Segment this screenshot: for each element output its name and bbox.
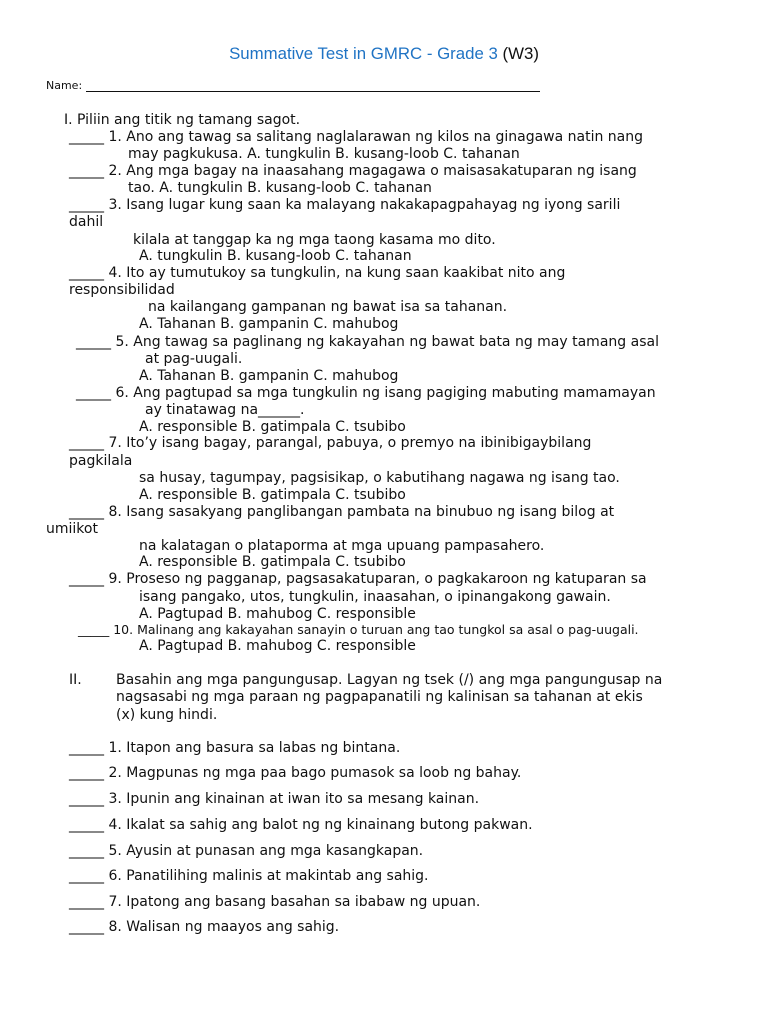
statement-5: _____ 5. Ayusin at punasan ang mga kasangkapan. [69, 843, 424, 859]
name-field[interactable] [86, 91, 540, 92]
choices-2: tao. A. tungkulin B. kusang-loob C. tahanan [128, 180, 432, 196]
choices-6: A. responsible B. gatimpala C. tsubibo [139, 419, 406, 435]
statement-6: _____ 6. Panatilihing malinis at makintab ang sahig. [69, 868, 429, 884]
choices-9: A. Pagtupad B. mahubog C. responsible [139, 606, 416, 622]
question-4-cont: na kailangang gampanan ng bawat isa sa tahanan. [148, 299, 508, 315]
choices-8: A. responsible B. gatimpala C. tsubibo [139, 554, 406, 570]
question-5-cont: at pag-uugali. [145, 351, 243, 367]
question-9: _____ 9. Proseso ng pagganap, pagsasakatuparan, o pagkakaroon ng katuparan sa [69, 571, 647, 587]
question-10: _____ 10. Malinang ang kakayahan sanayin o turuan ang tao tungkol sa asal o pag-uugali. [78, 622, 639, 637]
part2-instruction-3: (x) kung hindi. [116, 707, 218, 723]
statement-8: _____ 8. Walisan ng maayos ang sahig. [69, 919, 340, 935]
statement-7: _____ 7. Ipatong ang basang basahan sa ibabaw ng upuan. [69, 894, 481, 910]
choices-10: A. Pagtupad B. mahubog C. responsible [139, 638, 416, 654]
question-2: _____ 2. Ang mga bagay na inaasahang magagawa o maisasakatuparan ng isang [69, 163, 637, 179]
choices-7: A. responsible B. gatimpala C. tsubibo [139, 487, 406, 503]
question-8-wrap: umiikot [46, 521, 98, 537]
question-8-cont: na kalatagan o plataporma at mga upuang pampasahero. [139, 538, 545, 554]
page-title [0, 46, 768, 63]
question-3-wrap: dahil [69, 214, 104, 230]
part1-instruction: I. Piliin ang titik ng tamang sagot. [64, 112, 301, 128]
question-6: _____ 6. Ang pagtupad sa mga tungkulin ng isang pagiging mabuting mamamayan [76, 385, 656, 401]
title-main: Summative Test in GMRC - Grade 3 [229, 44, 498, 63]
question-5: _____ 5. Ang tawag sa paglinang ng kakayahan ng bawat bata ng may tamang asal [76, 334, 659, 350]
title-suffix: (W3) [502, 44, 539, 63]
question-3-cont: kilala at tanggap ka ng mga taong kasama mo dito. [133, 232, 496, 248]
question-1: _____ 1. Ano ang tawag sa salitang naglalarawan ng kilos na ginagawa natin nang [69, 129, 644, 145]
statement-3: _____ 3. Ipunin ang kinainan at iwan ito sa mesang kainan. [69, 791, 480, 807]
statement-2: _____ 2. Magpunas ng mga paa bago pumasok sa loob ng bahay. [69, 765, 522, 781]
choices-3: A. tungkulin B. kusang-loob C. tahanan [139, 248, 412, 264]
part2-numeral: II. [69, 672, 82, 688]
question-3: _____ 3. Isang lugar kung saan ka malayang nakakapagpahayag ng iyong sarili [69, 197, 621, 213]
part2-instruction-2: nagsasabi ng mga paraan ng pagpapanatili ng kalinisan sa tahanan at ekis [116, 689, 643, 705]
statement-4: _____ 4. Ikalat sa sahig ang balot ng ng kinainang butong pakwan. [69, 817, 533, 833]
statement-1: _____ 1. Itapon ang basura sa labas ng bintana. [69, 740, 401, 756]
question-9-cont: isang pangako, utos, tungkulin, inaasahan, o ipinangakong gawain. [139, 589, 611, 605]
choices-4: A. Tahanan B. gampanin C. mahubog [139, 316, 399, 332]
part2-instruction-1: Basahin ang mga pangungusap. Lagyan ng tsek (/) ang mga pangungusap na [116, 672, 663, 688]
question-7-wrap: pagkilala [69, 453, 133, 469]
question-4: _____ 4. Ito ay tumutukoy sa tungkulin, na kung saan kaakibat nito ang [69, 265, 566, 281]
choices-5: A. Tahanan B. gampanin C. mahubog [139, 368, 399, 384]
choices-1: may pagkukusa. A. tungkulin B. kusang-loob C. tahanan [128, 146, 520, 162]
question-4-wrap: responsibilidad [69, 282, 175, 298]
question-7: _____ 7. Ito’y isang bagay, parangal, pabuya, o premyo na ibinibigaybilang [69, 435, 592, 451]
question-6-cont: ay tinatawag na______. [145, 402, 305, 418]
question-8: _____ 8. Isang sasakyang panglibangan pambata na binubuo ng isang bilog at [69, 504, 615, 520]
question-7-cont: sa husay, tagumpay, pagsisikap, o kabutihang nagawa ng isang tao. [139, 470, 620, 486]
name-label: Name: [46, 79, 83, 92]
